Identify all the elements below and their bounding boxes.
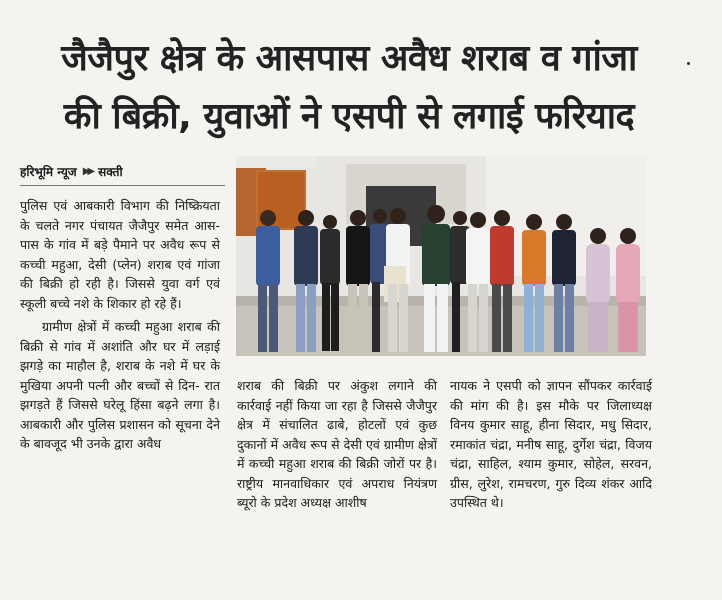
byline-source: हरिभूमि न्यूज — [20, 164, 77, 179]
article-column-3 — [450, 376, 652, 513]
print-dot — [687, 62, 690, 65]
group-photo — [236, 156, 646, 356]
headline — [14, 30, 684, 146]
article-column-1 — [20, 196, 220, 454]
article-paragraph-4: नायक ने एसपी को ज्ञापन सौंपकर कार्रवाई की मांग की है। इस मौके पर जिलाध्यक्ष विनय कुमार साहू, हीना सिदार, मधु सिदार, रमाकांत चंद्रा, मनीष साहू, दुर्गेश चंद्रा, विजय चंद्रा, साहिल, श्याम कुमार, सोहेल, सरवन, ग्रीस, लुरेश, रामचरण, गुरु दिव्य शंकर आदि उपस्थित थे। — [450, 378, 652, 510]
article-paragraph-2: ग्रामीण क्षेत्रों में कच्ची महुआ शराब की बिक्री से गांव में अशांति और घर में लड़ाई झगड़े का माहौल है, शराब के नशे में घर के मुखिया अपनी पत्नी और बच्चों से दिन- रात झगड़ते हैं जिससे घरेलू हिंसा बढ़ने लगा है। आबकारी और पुलिस प्रशासन को सूचना देने के बावजूद भी उनके द्वारा अवैध — [20, 319, 220, 451]
byline — [20, 160, 230, 182]
headline-line-1: जैजैपुर क्षेत्र के आसपास अवैध शराब व गांजा — [61, 38, 637, 79]
byline-place: सक्ती — [98, 164, 123, 179]
headline-line-2: की बिक्री, युवाओं ने एसपी से लगाई फरियाद — [63, 96, 635, 137]
article-column-2 — [237, 376, 437, 513]
previous-article-strip — [0, 0, 722, 12]
article-paragraph-1: पुलिस एवं आबकारी विभाग की निष्क्रियता के चलते नगर पंचायत जैजैपुर समेत आस- पास के गांव में बड़े पैमाने पर अवैध रूप से कच्ची महुआ, देसी (प्लेन) शराब एवं गांजा की बिक्री हो रही है। जिससे युवा वर्ग एवं स्कूली बच्चे नशे के शिकार हो रहे हैं। — [20, 198, 220, 311]
next-article-strip — [0, 588, 722, 600]
article-paragraph-3: शराब की बिक्री पर अंकुश लगाने की कार्रवाई नहीं किया जा रहा है जिससे जैजैपुर क्षेत्र में संचालित ढाबे, होटलों एवं कुछ दुकानों में अवैध रूप से देसी एवं ग्रामीण क्षेत्रों में कच्ची महुआ शराब की बिक्री जोरों पर है। राष्ट्रीय मानवाधिकार एवं अपराध नियंत्रण ब्यूरो के प्रदेश अध्यक्ष आशीष — [237, 378, 437, 510]
double-arrow-icon: ▶▶ — [82, 165, 93, 177]
byline-rule — [20, 185, 225, 186]
group-photo-image — [236, 156, 646, 356]
